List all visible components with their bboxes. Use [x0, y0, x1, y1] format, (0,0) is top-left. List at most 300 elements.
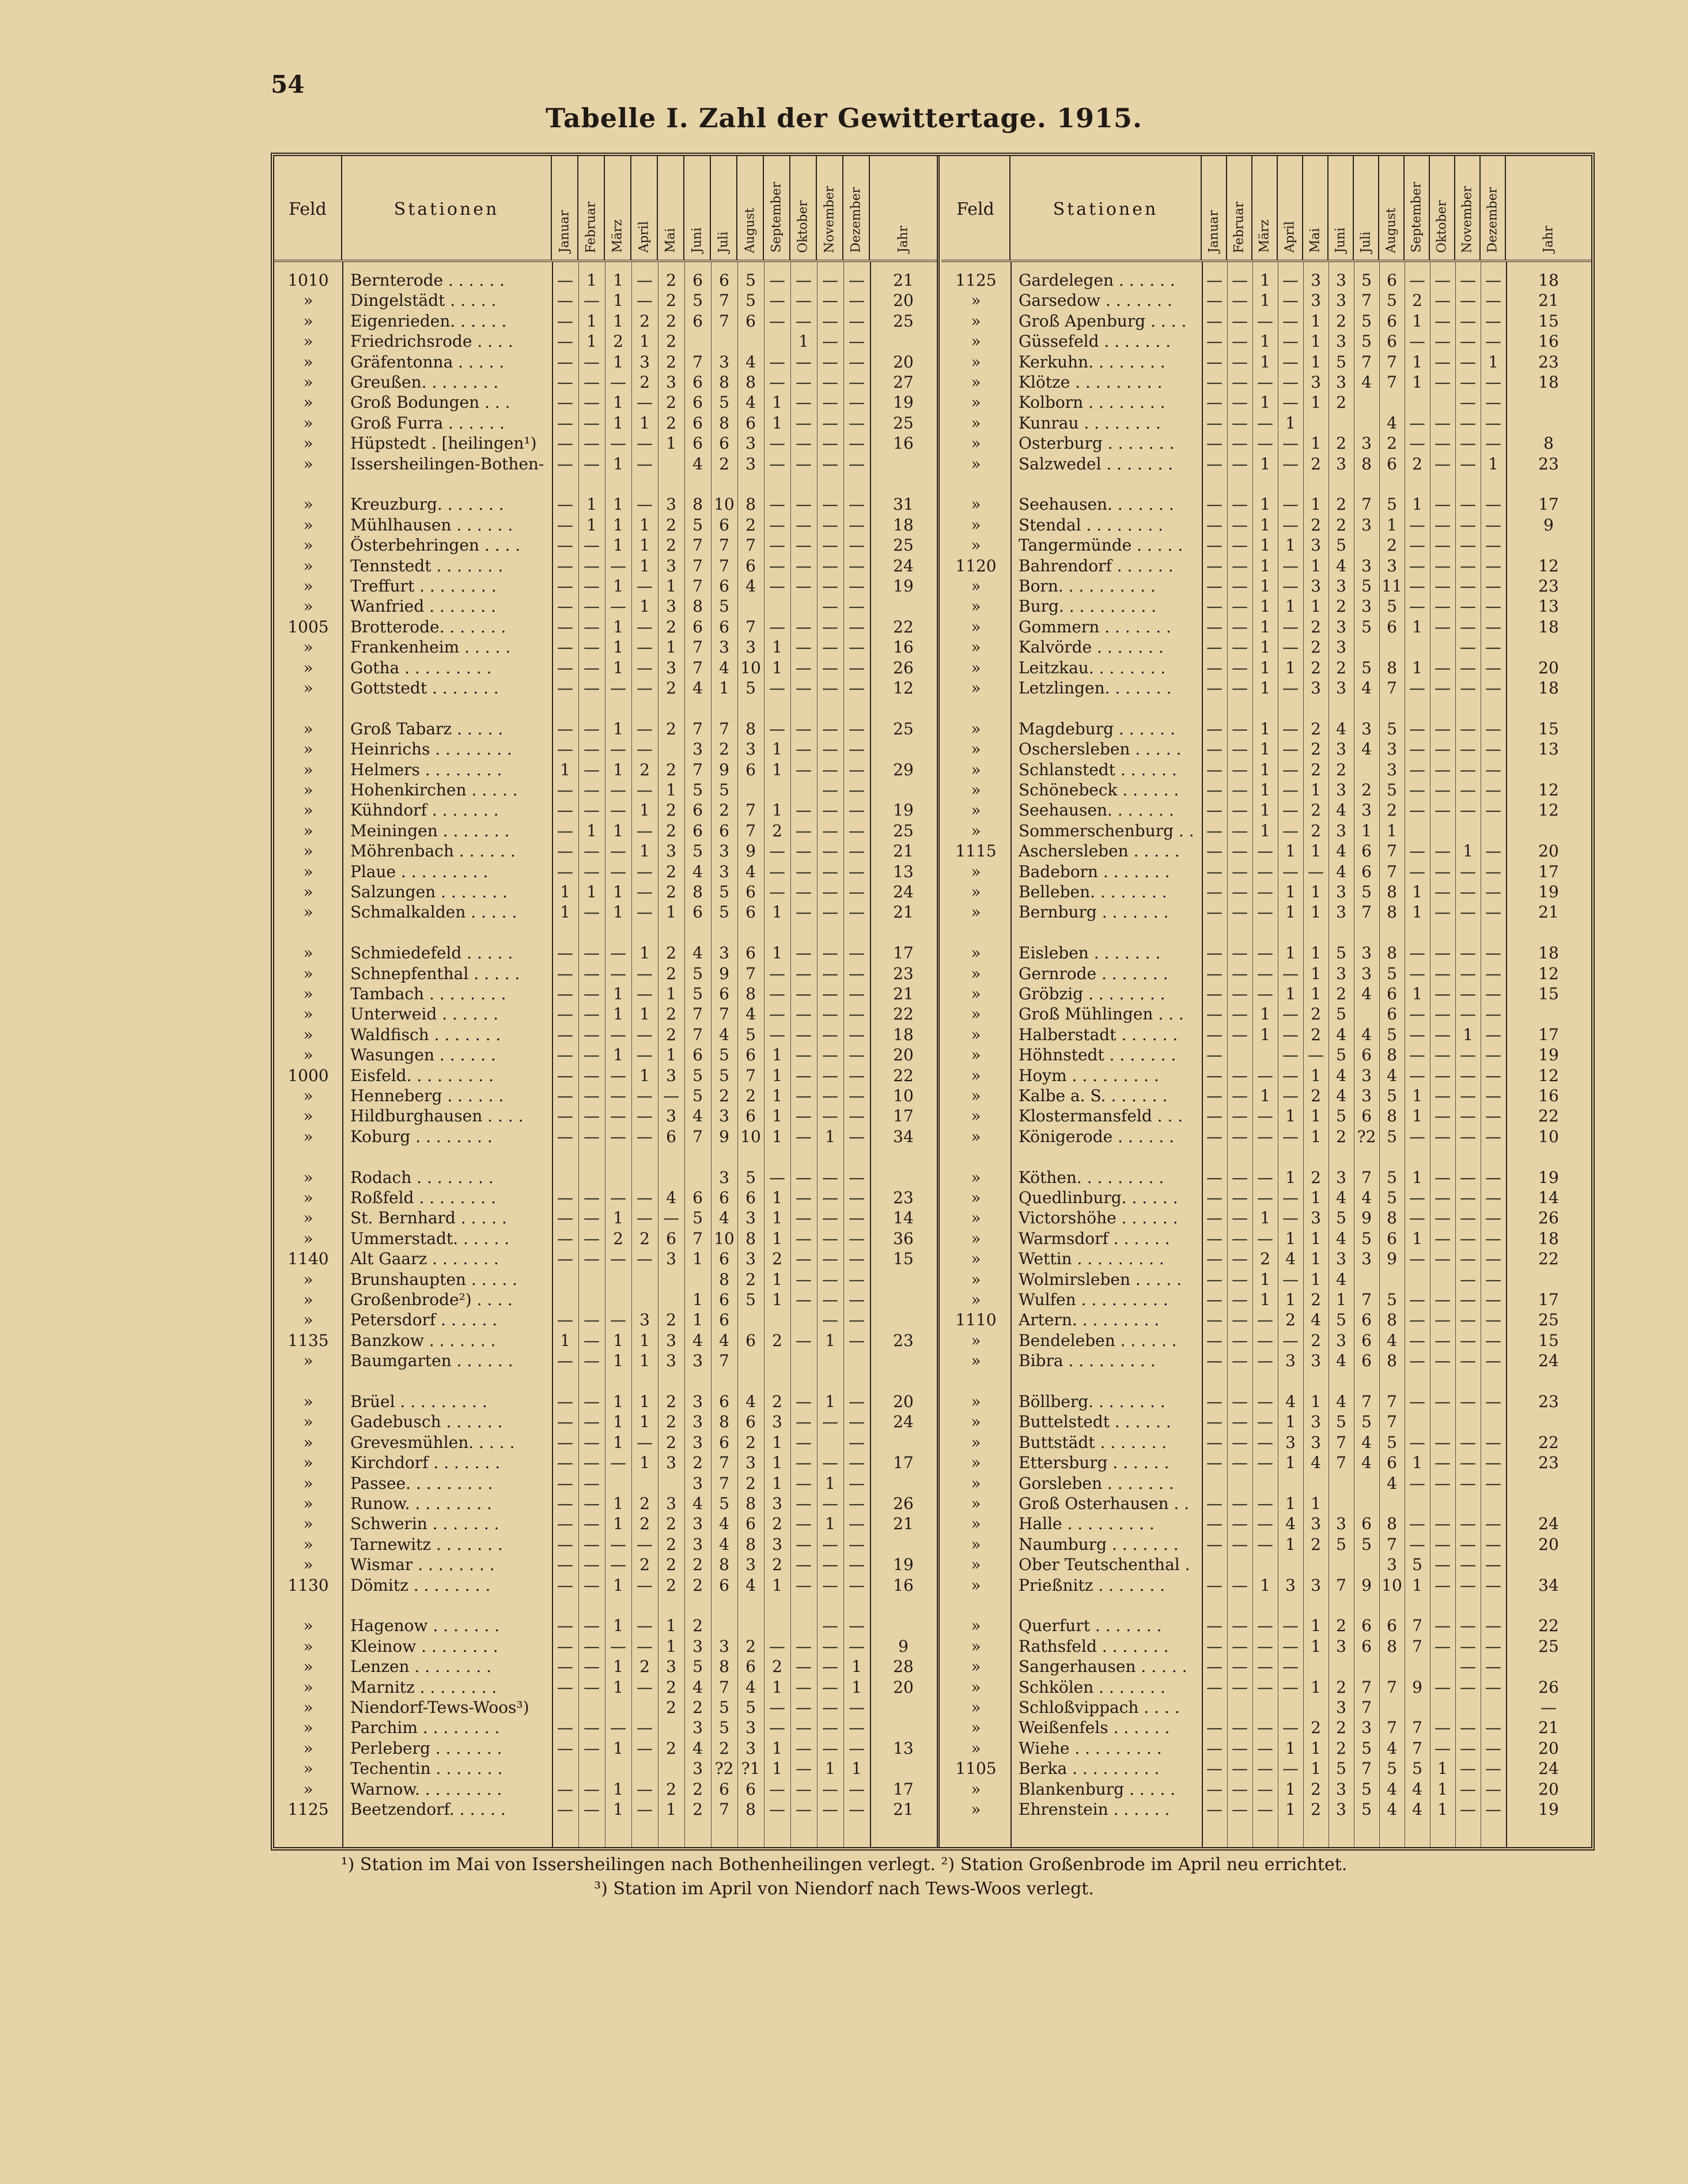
- month-count: —: [1460, 1432, 1476, 1452]
- month-count: 1: [1285, 1167, 1296, 1187]
- month-count: —: [822, 495, 838, 514]
- month-count: 6: [692, 801, 703, 820]
- month-count: —: [584, 658, 600, 677]
- month-count: —: [822, 1575, 838, 1595]
- row-spacer: [941, 1595, 1591, 1616]
- station-name: Seehausen. . . . . . .: [1019, 495, 1174, 514]
- year-total: 20: [1538, 658, 1559, 677]
- station-name: Koburg . . . . . . . .: [350, 1127, 493, 1146]
- month-count: —: [1435, 1249, 1451, 1269]
- month-count: —: [584, 1249, 600, 1269]
- month-count: —: [849, 1208, 865, 1228]
- month-count: —: [557, 577, 573, 596]
- feld-number: »: [971, 1167, 981, 1187]
- month-count: 1: [1260, 454, 1270, 473]
- month-count: —: [1435, 1004, 1451, 1024]
- month-count: 1: [639, 332, 650, 351]
- month-count: —: [557, 1045, 573, 1065]
- station-name: Magdeburg . . . . . .: [1019, 719, 1175, 738]
- month-count: 7: [692, 760, 703, 779]
- month-count: —: [1232, 862, 1248, 881]
- month-count: —: [1485, 1310, 1501, 1330]
- month-count: —: [822, 1310, 838, 1330]
- month-count: —: [1460, 1738, 1476, 1758]
- month-count: —: [584, 678, 600, 697]
- month-count: —: [1232, 1412, 1248, 1432]
- table-row: [274, 1432, 937, 1453]
- month-count: —: [822, 1208, 838, 1228]
- month-count: —: [1435, 882, 1451, 901]
- month-count: —: [822, 1045, 838, 1065]
- month-count: 6: [745, 1657, 756, 1677]
- station-name: Groß Furra . . . . . .: [350, 413, 505, 433]
- month-count: —: [584, 1514, 600, 1534]
- month-count: 1: [1412, 1575, 1422, 1595]
- table-row: [941, 1473, 1591, 1494]
- station-name: Heinrichs . . . . . . . .: [350, 740, 512, 759]
- month-count: 1: [1311, 841, 1321, 861]
- month-count: 1: [613, 1412, 623, 1432]
- year-total: 26: [1538, 1208, 1559, 1228]
- table-row: [274, 1697, 937, 1718]
- month-count: 4: [1285, 1392, 1296, 1411]
- month-count: 2: [745, 1269, 756, 1289]
- month-count: —: [1206, 964, 1223, 983]
- month-count: —: [1282, 1616, 1299, 1636]
- year-total: 23: [1538, 577, 1559, 596]
- table-row: [274, 311, 937, 332]
- month-count: 6: [666, 1228, 676, 1248]
- month-count: —: [1409, 1066, 1425, 1085]
- year-total: 14: [893, 1208, 914, 1228]
- month-count: —: [584, 862, 600, 881]
- month-count: 2: [666, 291, 676, 310]
- year-total: 20: [1538, 1738, 1559, 1758]
- month-count: —: [1232, 1066, 1248, 1085]
- month-count: 2: [1311, 1167, 1321, 1187]
- month-count: 5: [692, 841, 703, 861]
- header-cell-stationen: [342, 156, 552, 260]
- month-count: —: [822, 882, 838, 901]
- month-count: —: [769, 556, 785, 575]
- feld-number: 1105: [955, 1759, 997, 1779]
- month-count: —: [849, 373, 865, 392]
- month-count: —: [1257, 1677, 1273, 1697]
- month-count: —: [1460, 1004, 1476, 1024]
- month-count: 1: [1260, 1269, 1270, 1289]
- feld-number: »: [971, 1698, 981, 1717]
- month-count: —: [557, 1738, 573, 1758]
- month-count: 8: [1361, 454, 1372, 473]
- month-count: 1: [1311, 352, 1321, 371]
- station-name: Unterweid . . . . . .: [350, 1004, 499, 1024]
- month-count: 2: [666, 1738, 676, 1758]
- feld-number: »: [303, 841, 313, 861]
- month-count: —: [1409, 801, 1425, 820]
- month-count: 1: [666, 638, 676, 657]
- month-count: 4: [745, 1004, 756, 1024]
- month-count: 1: [1488, 352, 1498, 371]
- month-count: —: [822, 311, 838, 331]
- month-count: —: [557, 454, 573, 473]
- month-count: —: [1206, 760, 1223, 779]
- month-count: 2: [772, 1555, 782, 1575]
- year-total: 17: [1538, 862, 1559, 881]
- month-count: 6: [745, 1412, 756, 1432]
- month-count: —: [1206, 801, 1223, 820]
- month-count: —: [557, 291, 573, 310]
- month-count: —: [1485, 1351, 1501, 1371]
- month-count: 2: [1311, 1004, 1321, 1024]
- month-count: —: [1460, 1575, 1476, 1595]
- year-total: 12: [893, 678, 914, 697]
- month-count: 7: [1361, 1392, 1372, 1411]
- station-name: Schlanstedt . . . . . .: [1019, 760, 1177, 779]
- month-count: —: [1206, 1514, 1223, 1534]
- month-count: —: [1485, 1330, 1501, 1350]
- month-count: —: [1206, 882, 1223, 901]
- row-spacer: [274, 698, 937, 719]
- station-name: Brüel . . . . . . . . .: [350, 1392, 487, 1411]
- month-count: —: [849, 1086, 865, 1105]
- month-count: 2: [745, 1086, 756, 1105]
- month-count: 1: [1260, 617, 1270, 636]
- month-count: —: [1409, 1045, 1425, 1065]
- month-count: —: [1206, 1330, 1223, 1350]
- feld-number: »: [971, 311, 981, 331]
- month-count: 4: [1336, 556, 1346, 575]
- month-count: —: [1282, 291, 1299, 310]
- header-month-9: September: [1409, 182, 1424, 253]
- month-count: 3: [1285, 1351, 1296, 1371]
- month-count: 2: [1311, 515, 1321, 534]
- month-count: 3: [692, 1636, 703, 1656]
- month-count: —: [1282, 1759, 1299, 1779]
- month-count: —: [584, 617, 600, 636]
- feld-number: »: [303, 1657, 313, 1677]
- month-count: —: [1435, 332, 1451, 351]
- month-count: —: [1232, 291, 1248, 310]
- month-count: —: [1435, 1351, 1451, 1371]
- table-row: [941, 290, 1591, 311]
- month-count: —: [1232, 1004, 1248, 1024]
- month-count: —: [1232, 638, 1248, 657]
- year-total: 17: [1538, 1290, 1559, 1309]
- month-count: 1: [1285, 413, 1296, 433]
- month-count: —: [1485, 1718, 1501, 1738]
- month-count: —: [796, 577, 812, 596]
- month-count: —: [1409, 780, 1425, 799]
- month-count: 5: [745, 1698, 756, 1717]
- station-name: Gernrode . . . . . . .: [1019, 964, 1168, 983]
- station-name: Österbehringen . . . .: [350, 536, 521, 555]
- month-count: —: [610, 1025, 626, 1044]
- header-month-8: August: [743, 207, 758, 253]
- month-count: —: [637, 984, 653, 1003]
- month-count: 1: [1463, 1025, 1473, 1044]
- year-total: 25: [893, 536, 914, 555]
- month-count: 3: [745, 638, 756, 657]
- table-left-half: [274, 156, 940, 1847]
- station-name: Ettersburg . . . . . .: [1019, 1453, 1170, 1473]
- station-name: Greußen. . . . . . . .: [350, 373, 499, 392]
- station-name: Wiehe . . . . . . . . .: [1019, 1738, 1162, 1758]
- month-count: —: [557, 1025, 573, 1044]
- month-count: 2: [666, 882, 676, 901]
- month-count: —: [1206, 821, 1223, 840]
- month-count: —: [849, 638, 865, 657]
- month-count: —: [1232, 1351, 1248, 1371]
- month-count: 2: [692, 1779, 703, 1799]
- month-count: 1: [772, 1677, 782, 1697]
- table-row: [274, 984, 937, 1004]
- month-count: 2: [666, 1432, 676, 1452]
- month-count: 3: [745, 434, 756, 453]
- station-name: Baumgarten . . . . . .: [350, 1351, 513, 1371]
- month-count: 5: [1387, 780, 1397, 799]
- month-count: —: [1485, 617, 1501, 636]
- month-count: 2: [666, 617, 676, 636]
- month-count: 5: [1361, 577, 1372, 596]
- month-count: —: [637, 271, 653, 290]
- month-count: —: [584, 984, 600, 1003]
- year-total: 23: [1538, 352, 1559, 371]
- year-total: 15: [1538, 311, 1559, 331]
- month-count: —: [1232, 352, 1248, 371]
- month-count: —: [822, 1779, 838, 1799]
- table-row: [274, 760, 937, 780]
- table-row: [941, 454, 1591, 475]
- month-count: —: [584, 1392, 600, 1411]
- month-count: 3: [745, 454, 756, 473]
- month-count: —: [849, 311, 865, 331]
- year-total: 15: [1538, 1330, 1559, 1350]
- month-count: 7: [692, 1228, 703, 1248]
- month-count: 8: [745, 984, 756, 1003]
- month-count: —: [796, 1575, 812, 1595]
- month-count: 5: [1361, 1800, 1372, 1819]
- month-count: 6: [1387, 332, 1397, 351]
- month-count: 1: [613, 454, 623, 473]
- month-count: 4: [719, 1208, 729, 1228]
- station-name: Gräfentonna . . . . .: [350, 352, 505, 371]
- header-month-4: April: [637, 221, 652, 253]
- month-count: 2: [666, 515, 676, 534]
- year-total: 24: [1538, 1514, 1559, 1534]
- month-count: 6: [692, 821, 703, 840]
- month-count: —: [1257, 1453, 1273, 1473]
- month-count: 5: [1387, 597, 1397, 616]
- footnote-1-2: ¹) Station im Mai von Issersheilingen nach Bothenheilingen verlegt. ²) Station Großenbrode im April neu errichtet.: [340, 1855, 1348, 1875]
- year-total: 36: [893, 1228, 914, 1248]
- month-count: —: [584, 454, 600, 473]
- month-count: —: [1485, 1249, 1501, 1269]
- table-row: [274, 494, 937, 515]
- month-count: 3: [666, 495, 676, 514]
- month-count: —: [822, 1738, 838, 1758]
- month-count: —: [1282, 577, 1299, 596]
- station-name: Dömitz . . . . . . . .: [350, 1575, 491, 1595]
- header-cell-month: [552, 156, 578, 260]
- month-count: —: [1232, 413, 1248, 433]
- month-count: 4: [1336, 841, 1346, 861]
- station-name: Hüpstedt . [heilingen¹): [350, 434, 537, 453]
- month-count: 6: [1387, 311, 1397, 331]
- month-count: —: [1232, 1106, 1248, 1126]
- month-count: 1: [1488, 454, 1498, 473]
- table-row: [274, 902, 937, 923]
- year-total: 25: [893, 821, 914, 840]
- month-count: 1: [1260, 332, 1270, 351]
- feld-number: »: [971, 1616, 981, 1636]
- month-count: —: [796, 1677, 812, 1697]
- month-count: 1: [1412, 903, 1422, 922]
- month-count: —: [1257, 1330, 1273, 1350]
- month-count: —: [1232, 454, 1248, 473]
- month-count: —: [1485, 984, 1501, 1003]
- header-cell-month: [1481, 156, 1506, 260]
- month-count: 2: [613, 1228, 623, 1248]
- month-count: —: [1232, 1228, 1248, 1248]
- table-row: [274, 1453, 937, 1473]
- header-cell-month: [578, 156, 605, 260]
- year-total: 12: [1538, 1066, 1559, 1085]
- month-count: —: [1460, 352, 1476, 371]
- table-row: [941, 1738, 1591, 1759]
- month-count: —: [1232, 1290, 1248, 1309]
- month-count: —: [1206, 1759, 1223, 1779]
- month-count: 1: [1285, 1228, 1296, 1248]
- header-month-5: Mai: [663, 228, 678, 253]
- station-name: Ober Teutschenthal .: [1019, 1555, 1190, 1575]
- station-name: Bendeleben . . . . . .: [1019, 1330, 1177, 1350]
- month-count: —: [1435, 1290, 1451, 1309]
- month-count: —: [822, 1290, 838, 1309]
- month-count: —: [1282, 495, 1299, 514]
- month-count: 1: [1311, 434, 1321, 453]
- month-count: 3: [1361, 556, 1372, 575]
- month-count: 2: [1311, 760, 1321, 779]
- month-count: —: [1460, 1453, 1476, 1473]
- month-count: —: [1282, 1657, 1299, 1677]
- month-count: 2: [666, 964, 676, 983]
- month-count: 5: [1387, 291, 1397, 310]
- station-name: Berka . . . . . . . . .: [1019, 1759, 1160, 1779]
- month-count: —: [1460, 1759, 1476, 1779]
- month-count: —: [849, 1575, 865, 1595]
- year-total: 22: [1538, 1106, 1559, 1126]
- month-count: —: [584, 1575, 600, 1595]
- month-count: —: [822, 1066, 838, 1085]
- feld-number: »: [971, 1432, 981, 1452]
- month-count: —: [1409, 556, 1425, 575]
- month-count: —: [796, 1392, 812, 1411]
- station-name: Gadebusch . . . . . .: [350, 1412, 503, 1432]
- year-total: 34: [1538, 1575, 1559, 1595]
- feld-number: 1125: [955, 271, 997, 290]
- month-count: —: [610, 434, 626, 453]
- month-count: —: [1435, 1188, 1451, 1207]
- month-count: 6: [1361, 1616, 1372, 1636]
- month-count: 6: [692, 1188, 703, 1207]
- station-name: Beetzendorf. . . . . .: [350, 1800, 506, 1819]
- station-name: Halle . . . . . . . . .: [1019, 1514, 1155, 1534]
- month-count: —: [1485, 882, 1501, 901]
- month-count: 1: [586, 882, 597, 901]
- table-row: [941, 556, 1591, 577]
- month-count: —: [557, 352, 573, 371]
- year-total: 24: [893, 556, 914, 575]
- year-total: 17: [893, 1106, 914, 1126]
- month-count: —: [557, 1453, 573, 1473]
- table-row: [941, 1249, 1591, 1269]
- station-name: Kreuzburg. . . . . . .: [350, 495, 504, 514]
- month-count: 7: [1412, 1738, 1422, 1758]
- year-total: 17: [1538, 495, 1559, 514]
- table-row: [274, 1391, 937, 1412]
- month-count: 7: [1412, 1718, 1422, 1738]
- month-count: —: [584, 413, 600, 433]
- month-count: —: [1282, 271, 1299, 290]
- month-count: —: [1409, 1290, 1425, 1309]
- month-count: 6: [745, 882, 756, 901]
- header-cell-month: [1354, 156, 1379, 260]
- month-count: —: [796, 1228, 812, 1248]
- year-total: 12: [1538, 556, 1559, 575]
- month-count: 6: [1361, 1045, 1372, 1065]
- month-count: 6: [1361, 1351, 1372, 1371]
- month-count: 2: [719, 1086, 729, 1105]
- month-count: —: [584, 1718, 600, 1738]
- month-count: 6: [692, 393, 703, 412]
- month-count: 6: [719, 617, 729, 636]
- feld-number: »: [971, 1228, 981, 1248]
- month-count: —: [849, 352, 865, 371]
- month-count: —: [584, 1127, 600, 1146]
- month-count: —: [822, 271, 838, 290]
- month-count: —: [1460, 780, 1476, 799]
- feld-number: »: [971, 1330, 981, 1350]
- station-name: Wulfen . . . . . . . . .: [1019, 1290, 1168, 1309]
- month-count: —: [796, 311, 812, 331]
- month-count: —: [822, 1188, 838, 1207]
- month-count: 2: [666, 678, 676, 697]
- month-count: —: [769, 536, 785, 555]
- month-count: —: [1206, 862, 1223, 881]
- month-count: —: [849, 1127, 865, 1146]
- month-count: 7: [1361, 1167, 1372, 1187]
- month-count: 1: [1285, 597, 1296, 616]
- month-count: —: [822, 1269, 838, 1289]
- month-count: —: [557, 1086, 573, 1105]
- table-row: [274, 535, 937, 556]
- month-count: —: [1485, 1555, 1501, 1575]
- table-row: [941, 739, 1591, 760]
- month-count: —: [1460, 1636, 1476, 1656]
- month-count: —: [1485, 1066, 1501, 1085]
- month-count: —: [849, 1167, 865, 1187]
- year-total: 17: [893, 1779, 914, 1799]
- month-count: —: [849, 393, 865, 412]
- month-count: —: [1282, 1677, 1299, 1697]
- month-count: —: [1308, 862, 1324, 881]
- month-count: 5: [719, 903, 729, 922]
- table-row: [274, 1045, 937, 1066]
- month-count: —: [796, 393, 812, 412]
- month-count: 1: [1285, 1779, 1296, 1799]
- month-count: —: [1257, 1779, 1273, 1799]
- month-count: —: [796, 903, 812, 922]
